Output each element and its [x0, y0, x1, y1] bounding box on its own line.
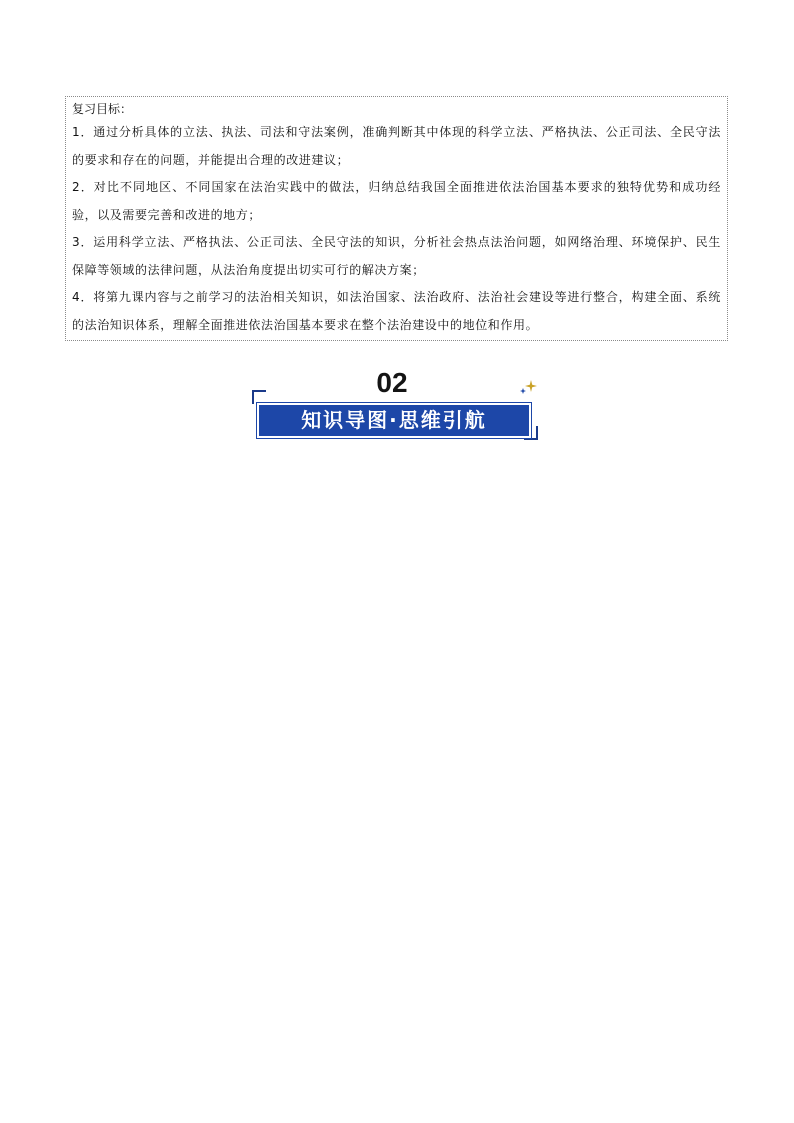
section-header	[252, 366, 542, 446]
objective-item-3: 3．运用科学立法、严格执法、公正司法、全民守法的知识，分析社会热点法治问题，如网络治理、环境保护、民生保障等领域的法律问题，从法治角度提出切实可行的解决方案；	[72, 235, 721, 277]
sparkle-icon	[518, 379, 538, 399]
section-number: 02	[376, 367, 408, 398]
objective-item-4: 4．将第九课内容与之前学习的法治相关知识，如法治国家、法治政府、法治社会建设等进行整合，构建全面、系统的法治知识体系，理解全面推进依法治国基本要求在整个法治建设中的地位和作用。	[72, 290, 721, 332]
objective-item-1: 1．通过分析具体的立法、执法、司法和守法案例，准确判断其中体现的科学立法、严格执法、公正司法、全民守法的要求和存在的问题，并能提出合理的改进建议；	[72, 125, 721, 167]
review-objectives-box	[65, 96, 728, 341]
objectives-title: 复习目标：	[72, 102, 133, 116]
section-title-banner: 知识导图·思维引航	[257, 403, 531, 438]
corner-bracket-top-left	[252, 390, 266, 404]
objective-item-2: 2．对比不同地区、不同国家在法治实践中的做法，归纳总结我国全面推进依法治国基本要求的独特优势和成功经验，以及需要完善和改进的地方；	[72, 180, 721, 222]
